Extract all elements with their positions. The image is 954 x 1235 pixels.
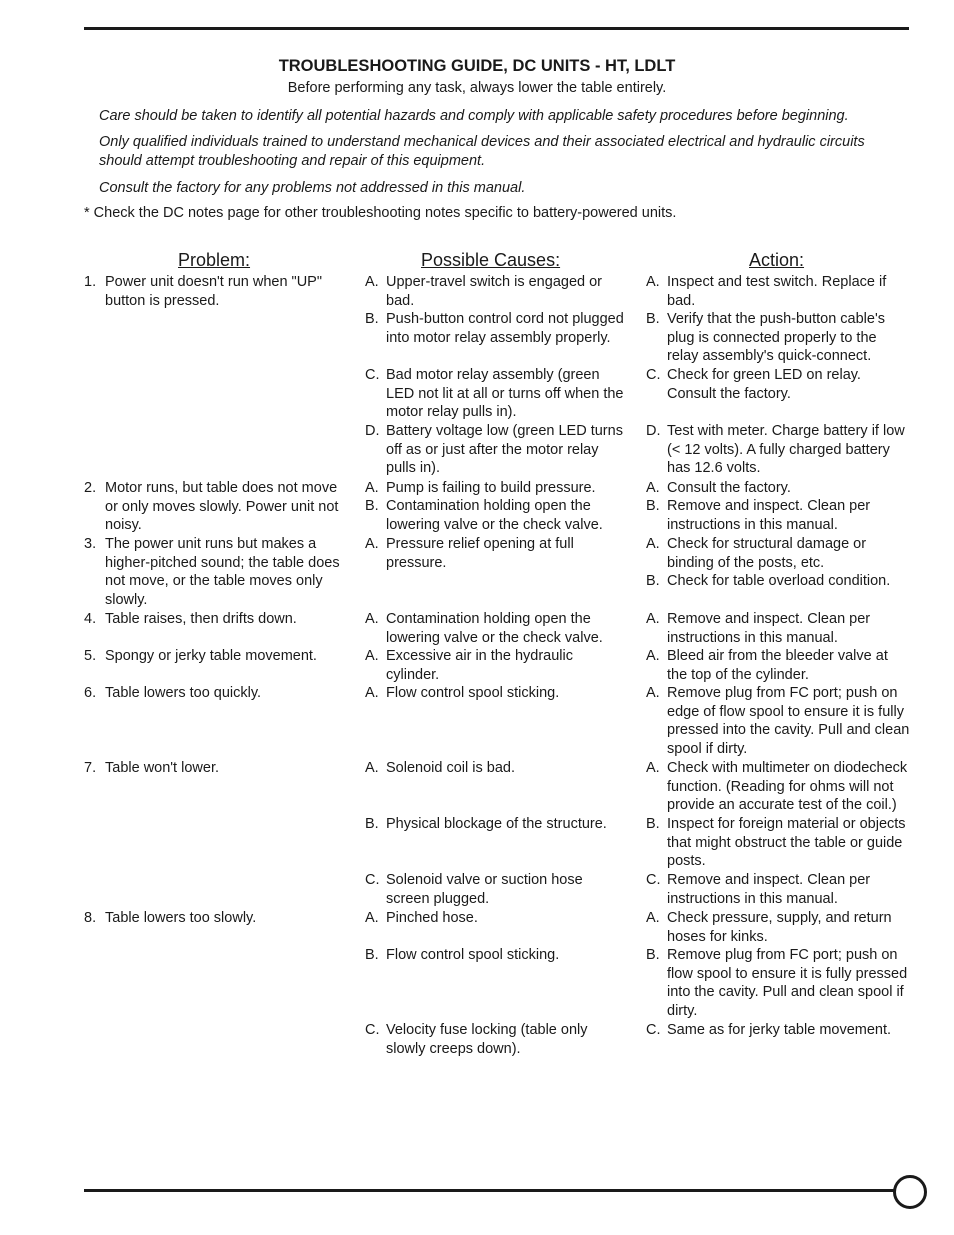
problem-number: 7. <box>84 760 97 776</box>
action-label: C. <box>646 367 661 383</box>
cause-1d <box>365 422 624 478</box>
action-text: Check for table overload condition. <box>667 573 891 589</box>
action-label: B. <box>646 947 660 963</box>
problem-8 <box>84 909 347 928</box>
cause-8a <box>365 909 624 928</box>
action-label: B. <box>646 311 660 327</box>
column-header-problem: Problem: <box>178 250 251 270</box>
action-5a <box>646 647 911 684</box>
cause-text: Excessive air in the hydraulic cylinder. <box>386 648 573 683</box>
page-subtitle: Before performing any task, always lower the table entirely. <box>287 80 667 96</box>
problem-text: Table raises, then drifts down. <box>105 611 297 627</box>
action-label: B. <box>646 816 660 832</box>
cause-label: B. <box>365 947 379 963</box>
cause-text: Flow control spool sticking. <box>386 685 560 701</box>
action-text: Check for green LED on relay. Consult the factory. <box>667 367 861 402</box>
cause-8b <box>365 946 624 965</box>
action-label: A. <box>646 685 660 701</box>
cause-text: Solenoid valve or suction hose screen plugged. <box>386 872 583 907</box>
problem-text: Table lowers too quickly. <box>105 685 262 701</box>
action-text: Remove plug from FC port; push on flow spool to ensure it is fully pressed into the cavity. Pull and clean spool if dirty. <box>667 947 908 1020</box>
cause-label: A. <box>365 274 379 290</box>
problem-number: 2. <box>84 480 97 496</box>
cause-text: Contamination holding open the lowering valve or the check valve. <box>386 498 603 533</box>
action-8b <box>646 946 911 1021</box>
cause-label: C. <box>365 872 380 888</box>
action-label: B. <box>646 498 660 514</box>
action-text: Check pressure, supply, and return hoses for kinks. <box>667 910 892 945</box>
cause-label: A. <box>365 648 379 664</box>
page-number-circle <box>893 1175 927 1209</box>
action-3a <box>646 535 911 572</box>
cause-7b <box>365 815 624 834</box>
problem-4 <box>84 610 347 629</box>
action-2a <box>646 479 911 498</box>
cause-7a <box>365 759 624 778</box>
cause-text: Velocity fuse locking (table only slowly creeps down). <box>386 1022 588 1057</box>
action-label: A. <box>646 760 660 776</box>
safety-warning-qualified: Only qualified individuals trained to understand mechanical devices and their associated electrical and hydraulic circuits should attempt troubleshooting and repair of this equipment. <box>99 134 865 169</box>
problem-number: 6. <box>84 685 97 701</box>
page-title: TROUBLESHOOTING GUIDE, DC UNITS - HT, LDLT <box>278 57 676 75</box>
cause-label: A. <box>365 536 379 552</box>
cause-text: Push-button control cord not plugged into motor relay assembly properly. <box>386 311 624 346</box>
action-7b <box>646 815 911 871</box>
action-text: Same as for jerky table movement. <box>667 1022 892 1038</box>
action-text: Remove plug from FC port; push on edge of flow spool to ensure it is fully pressed into the cavity. Pull and clean spool if dirty. <box>667 685 910 758</box>
action-label: C. <box>646 1022 661 1038</box>
column-header-action: Action: <box>749 250 805 270</box>
problem-number: 1. <box>84 274 97 290</box>
problem-5 <box>84 647 347 666</box>
action-text: Check for structural damage or binding of the posts, etc. <box>667 536 867 571</box>
cause-label: B. <box>365 498 379 514</box>
cause-5a <box>365 647 624 684</box>
cause-label: A. <box>365 611 379 627</box>
action-3b <box>646 572 911 591</box>
cause-text: Pressure relief opening at full pressure. <box>386 536 574 571</box>
problem-number: 8. <box>84 910 97 926</box>
action-text: Consult the factory. <box>667 480 791 496</box>
problem-text: Power unit doesn't run when "UP" button is pressed. <box>105 274 322 309</box>
problem-1 <box>84 273 347 310</box>
cause-label: A. <box>365 480 379 496</box>
action-label: A. <box>646 910 660 926</box>
action-7a <box>646 759 911 815</box>
problem-text: Motor runs, but table does not move or only moves slowly. Power unit not noisy. <box>105 480 339 534</box>
problem-text: The power unit runs but makes a higher-pitched sound; the table does not move, or the table moves only slowly. <box>105 536 340 609</box>
cause-8c <box>365 1021 624 1058</box>
action-text: Inspect for foreign material or objects that might obstruct the table or guide posts. <box>667 816 906 870</box>
cause-2b <box>365 497 624 534</box>
safety-warning-consult: Consult the factory for any problems not addressed in this manual. <box>99 180 526 196</box>
action-1d <box>646 422 911 478</box>
cause-1c <box>365 366 624 422</box>
dc-notes-reference: * Check the DC notes page for other troubleshooting notes specific to battery-powered units. <box>84 205 677 221</box>
action-4a <box>646 610 911 647</box>
cause-text: Flow control spool sticking. <box>386 947 560 963</box>
action-label: B. <box>646 573 660 589</box>
problem-text: Table won't lower. <box>105 760 219 776</box>
action-label: A. <box>646 611 660 627</box>
action-text: Remove and inspect. Clean per instructions in this manual. <box>667 872 871 907</box>
action-1b <box>646 310 911 366</box>
action-label: A. <box>646 274 660 290</box>
cause-3a <box>365 535 624 572</box>
cause-label: A. <box>365 685 379 701</box>
action-text: Test with meter. Charge battery if low (< 12 volts). A fully charged battery has 12.6 volts. <box>667 423 905 477</box>
action-text: Remove and inspect. Clean per instructions in this manual. <box>667 611 871 646</box>
cause-text: Battery voltage low (green LED turns off as or just after the motor relay pulls in). <box>386 423 623 477</box>
problem-number: 5. <box>84 648 97 664</box>
cause-4a <box>365 610 624 647</box>
action-1c <box>646 366 911 403</box>
cause-text: Solenoid coil is bad. <box>386 760 515 776</box>
action-text: Bleed air from the bleeder valve at the top of the cylinder. <box>667 648 888 683</box>
action-label: C. <box>646 872 661 888</box>
cause-text: Upper-travel switch is engaged or bad. <box>386 274 602 309</box>
action-label: A. <box>646 536 660 552</box>
cause-7c <box>365 871 624 908</box>
cause-1b <box>365 310 624 347</box>
cause-label: A. <box>365 760 379 776</box>
cause-text: Bad motor relay assembly (green LED not lit at all or turns off when the motor relay pulls in). <box>386 367 624 421</box>
action-text: Inspect and test switch. Replace if bad. <box>667 274 887 309</box>
problem-text: Table lowers too slowly. <box>105 910 257 926</box>
problem-7 <box>84 759 347 778</box>
action-label: A. <box>646 480 660 496</box>
action-8c <box>646 1021 911 1040</box>
action-label: A. <box>646 648 660 664</box>
cause-text: Physical blockage of the structure. <box>386 816 607 832</box>
problem-6 <box>84 684 347 703</box>
cause-label: B. <box>365 816 379 832</box>
column-header-causes: Possible Causes: <box>421 250 561 270</box>
cause-6a <box>365 684 624 703</box>
cause-text: Pump is failing to build pressure. <box>386 480 596 496</box>
action-text: Check with multimeter on diodecheck function. (Reading for ohms will not provide an accurate test of the coil.) <box>667 760 908 814</box>
action-1a <box>646 273 911 310</box>
action-label: D. <box>646 423 661 439</box>
safety-warning-hazards: Care should be taken to identify all potential hazards and comply with applicable safety procedures before beginning. <box>99 108 849 124</box>
cause-label: A. <box>365 910 379 926</box>
problem-3 <box>84 535 347 610</box>
problem-number: 4. <box>84 611 97 627</box>
action-text: Verify that the push-button cable's plug is connected properly to the relay assembly's quick-connect. <box>667 311 885 365</box>
top-rule <box>84 27 909 30</box>
problem-text: Spongy or jerky table movement. <box>105 648 317 664</box>
cause-label: D. <box>365 423 380 439</box>
action-7c <box>646 871 911 908</box>
problem-2 <box>84 479 347 535</box>
cause-label: B. <box>365 311 379 327</box>
action-6a <box>646 684 911 759</box>
cause-1a <box>365 273 624 310</box>
cause-label: C. <box>365 367 380 383</box>
cause-text: Pinched hose. <box>386 910 478 926</box>
cause-label: C. <box>365 1022 380 1038</box>
action-2b <box>646 497 911 534</box>
cause-text: Contamination holding open the lowering valve or the check valve. <box>386 611 603 646</box>
action-text: Remove and inspect. Clean per instructions in this manual. <box>667 498 871 533</box>
cause-2a <box>365 479 624 498</box>
problem-number: 3. <box>84 536 97 552</box>
action-8a <box>646 909 911 946</box>
bottom-rule <box>84 1189 899 1192</box>
